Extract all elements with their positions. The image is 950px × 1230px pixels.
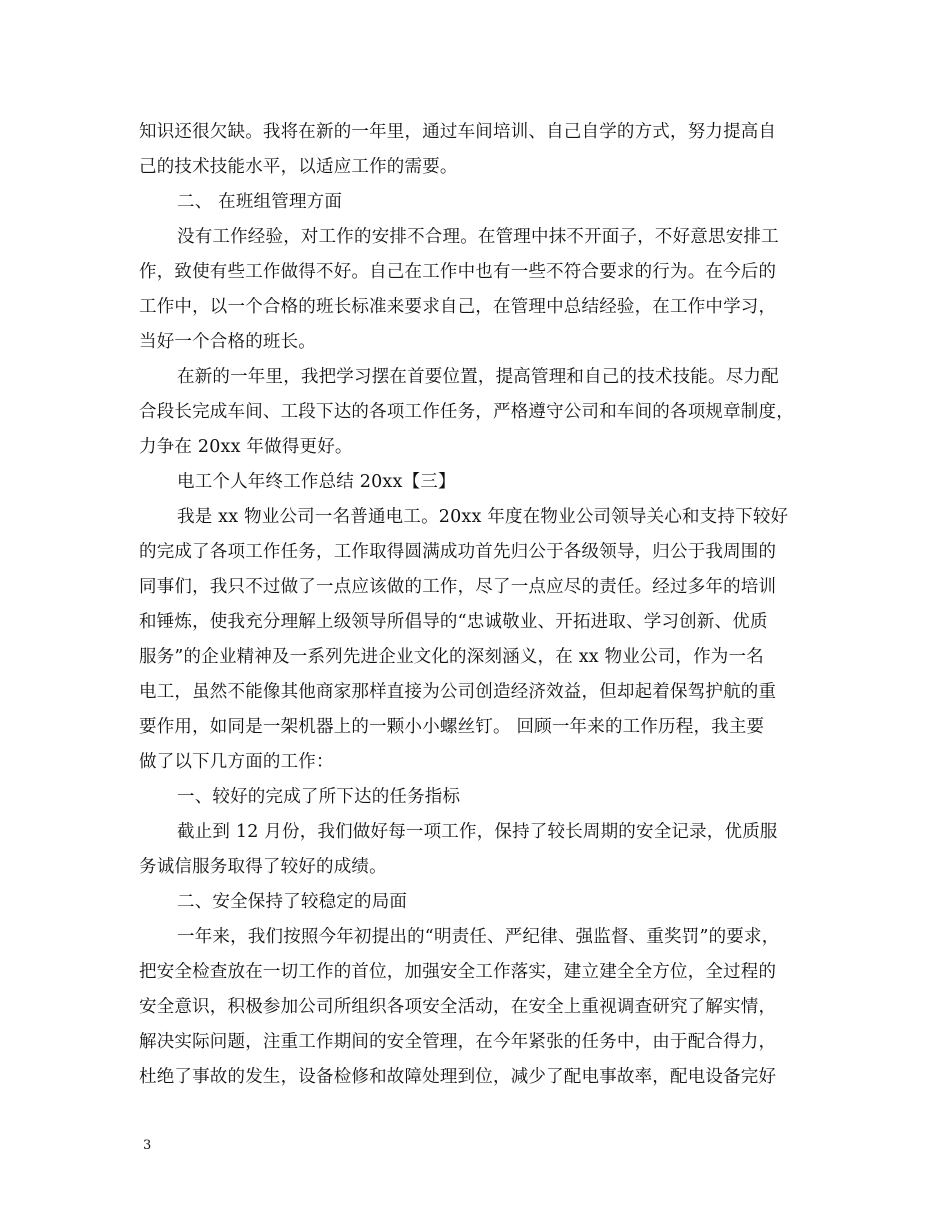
text-line: 合段长完成车间、工段下达的各项工作任务，严格遵守公司和车间的各项规章制度， [139,402,794,422]
text-line: 作，致使有些工作做得不好。自己在工作中也有一些不符合要求的行为。在今后的 [139,262,777,282]
text-line: 在新的一年里，我把学习摆在首要位置，提高管理和自己的技术技能。尽力配 [177,367,779,387]
text-line: 当好一个合格的班长。 [139,332,316,352]
text-line: 解决实际问题，注重工作期间的安全管理，在今年紧张的任务中，由于配合得力， [139,1032,777,1052]
page-number: 3 [143,1138,152,1153]
text-line: 和锤炼，使我充分理解上级领导所倡导的“忠诚敬业、开拓进取、学习创新、优质 [139,612,768,632]
text-line: 把安全检查放在一切工作的首位，加强安全工作落实，建立建全全方位，全过程的 [139,962,777,982]
text-line: 要作用，如同是一架机器上的一颗小小螺丝钉。 回顾一年来的工作历程，我主要 [139,717,765,737]
section-title: 电工个人年终工作总结 20xx【三】 [177,472,456,492]
text-line: 一年来，我们按照今年初提出的“明责任、严纪律、强监督、重奖罚”的要求， [177,927,780,947]
section-heading: 一、较好的完成了所下达的任务指标 [177,787,461,807]
text-line: 做了以下几方面的工作： [139,752,334,772]
text-line: 力争在 20xx 年做得更好。 [139,437,353,457]
text-line: 安全意识，积极参加公司所组织各项安全活动，在安全上重视调查研究了解实情， [139,997,777,1017]
text-line: 同事们，我只不过做了一点应该做的工作，尽了一点应尽的责任。经过多年的培训 [139,577,777,597]
text-line: 截止到 12 月份，我们做好每一项工作，保持了较长周期的安全记录，优质服 [177,822,778,842]
text-line: 的完成了各项工作任务，工作取得圆满成功首先归公于各级领导，归公于我周围的 [139,542,777,562]
text-line: 知识还很欠缺。我将在新的一年里，通过车间培训、自己自学的方式，努力提高自 [139,122,777,142]
text-line: 工作中，以一个合格的班长标准来要求自己，在管理中总结经验，在工作中学习， [139,297,777,317]
section-heading: 二、 在班组管理方面 [177,192,343,212]
text-line: 我是 xx 物业公司一名普通电工。20xx 年度在物业公司领导关心和支持下较好 [177,507,789,527]
text-line: 电工，虽然不能像其他商家那样直接为公司创造经济效益，但却起着保驾护航的重 [139,682,777,702]
text-line: 务诚信服务取得了较好的成绩。 [139,857,387,877]
text-line: 没有工作经验，对工作的安排不合理。在管理中抹不开面子，不好意思安排工 [177,227,779,247]
text-line: 杜绝了事故的发生，设备检修和故障处理到位，减少了配电事故率，配电设备完好 [139,1067,777,1087]
section-heading: 二、安全保持了较稳定的局面 [177,892,408,912]
text-line: 服务”的企业精神及一系列先进企业文化的深刻涵义，在 xx 物业公司，作为一名 [139,647,764,667]
text-line: 己的技术技能水平，以适应工作的需要。 [139,157,458,177]
